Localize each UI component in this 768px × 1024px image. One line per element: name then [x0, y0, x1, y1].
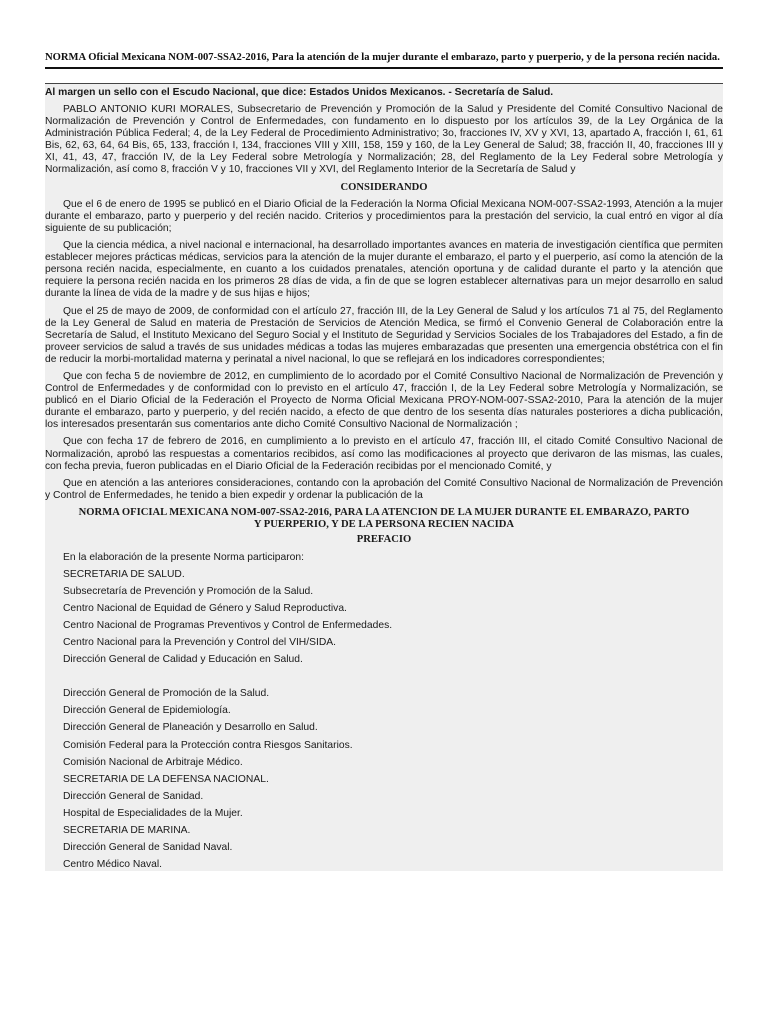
participants-intro: En la elaboración de la presente Norma participaron:	[63, 551, 304, 563]
list-item: SECRETARIA DE LA DEFENSA NACIONAL.	[63, 773, 269, 785]
list-item: Centro Nacional de Programas Preventivos y Control de Enfermedades.	[63, 619, 393, 631]
considerando-paragraph: Que en atención a las anteriores consideraciones, contando con la aprobación del Comité Consultivo Nacional de Normalización de Prevención y Control de Enfermedades, he tenido a bien expedir y ordenar la publicación de la	[45, 477, 723, 501]
participants-list	[45, 552, 723, 872]
considerando-paragraph: Que con fecha 17 de febrero de 2016, en cumplimiento a lo previsto en el artículo 47, fracción III, el citado Comité Consultivo Nacional de Normalización, aprobó las respuestas a comentarios recibidos, así como las modificaciones al proyecto que derivaron de las mismas, las cuales, con fecha previa, fueron publicadas en el Diario Oficial de la Federación recibidas por el mencionado Comité, y	[45, 436, 723, 472]
prefacio-heading: PREFACIO	[356, 534, 412, 546]
considerando-paragraph: Que el 25 de mayo de 2009, de conformidad con el artículo 27, fracción III, de la Ley General de Salud y los artículos 71 al 75, del Reglamento de la Ley General de Salud en materia de Prestación de Servicios de Atención Medica, se firmó el Convenio General de Colaboración entre la Secretaría de Salud, el Instituto Mexicano del Seguro Social y el Instituto de Seguridad y Servicios Sociales de los Trabajadores del Estado, a fin de proveer servicios de salud a través de sus unidades médicas a todas las mujeres embarazadas que presenten una emergencia obstétrica con el fin de reducir la morbi-mortalidad materna y perinatal a nivel nacional, lo que se reflejará en los indicadores correspondientes;	[45, 305, 723, 365]
list-item: Dirección General de Epidemiología.	[63, 705, 231, 717]
list-item: Centro Médico Naval.	[63, 859, 163, 871]
list-item: Dirección General de Promoción de la Salud.	[63, 688, 270, 700]
list-item: SECRETARIA DE MARINA.	[63, 825, 191, 837]
list-gap	[63, 671, 723, 683]
intro-paragraph: PABLO ANTONIO KURI MORALES, Subsecretario de Prevención y Promoción de la Salud y Presidente del Comité Consultivo Nacional de Normalización de Prevención y Control de Enfermedades, con fundamento en lo dispuesto por los artículos 39, de la Ley Orgánica de la Administración Pública Federal; 4, de la Ley Federal de Procedimiento Administrativo; 3o, fracciones IV, XV y XVI, 13, apartado A, fracción I, 61, 61 Bis, 62, 63, 64, 64 Bis, 65, 133, fracción I, 134, fracciones VIII y XIII, 158, 159 y 160, de la Ley General de Salud; 38, fracción II, 40, fracciones III y XI, 41, 43, 47, fracción IV, de la Ley Federal sobre Metrología y Normalización; 28, del Reglamento de la Ley Federal sobre Metrología y Normalización, así como 8, fracción V y 10, fracciones VII y XVI, del Reglamento Interior de la Secretaría de Salud y	[45, 104, 723, 176]
document-body	[45, 84, 723, 871]
list-item: Centro Nacional de Equidad de Género y Salud Reproductiva.	[63, 602, 347, 614]
considerando-paragraph: Que la ciencia médica, a nivel nacional e internacional, ha desarrollado importantes avances en materia de investigación científica que permiten establecer mejores prácticas médicas, servicios para la atención de la mujer durante el embarazo, el parto y el puerperio, así como la atención de la persona recién nacida, especialmente, en cuanto a los cuidados prenatales, atención oportuna y de calidad durante el parto y la atención que requiere la persona recién nacida en los primeros 28 días de vida, a fin de que se logren establecer alternativas para un mejor desarrollo en salud durante la línea de vida de la madre y de sus hijas e hijos;	[45, 240, 723, 300]
considerando-heading: CONSIDERANDO	[340, 181, 428, 193]
considerando-paragraph: Que el 6 de enero de 1995 se publicó en el Diario Oficial de la Federación la Norma Oficial Mexicana NOM-007-SSA2-1993, Atención a la mujer durante el embarazo, parto y puerperio y del recién nacido. Criterios y procedimientos para la prestación del servicio, la cual entró en vigor al día siguiente de su publicación;	[45, 198, 723, 234]
list-item: Dirección General de Sanidad Naval.	[63, 842, 233, 854]
list-item: Hospital de Especialidades de la Mujer.	[63, 807, 243, 819]
list-item: Comisión Federal para la Protección contra Riesgos Sanitarios.	[63, 739, 353, 751]
considerando-paragraph: Que con fecha 5 de noviembre de 2012, en cumplimiento de lo acordado por el Comité Consultivo Nacional de Normalización de Prevención y Control de Enfermedades y de conformidad con lo previsto en el artículo 47, fracción I, de la Ley Federal sobre Metrología y Normalización, se publicó en el Diario Oficial de la Federación el Proyecto de Norma Oficial Mexicana PROY-NOM-007-SSA2-2010, Para la atención de la mujer durante el embarazo, parto y puerperio, y del recién nacido, a efecto de que dentro de los sesenta días naturales posteriores a dicha publicación, los interesados presentarán sus comentarios ante dicho Comité Consultivo Nacional de Normalización ;	[45, 370, 723, 431]
list-item: Centro Nacional para la Prevención y Control del VIH/SIDA.	[63, 637, 336, 648]
list-item: Dirección General de Sanidad.	[63, 790, 204, 802]
seal-line: Al margen un sello con el Escudo Nacional, que dice: Estados Unidos Mexicanos. - Secretaría de Salud.	[45, 87, 554, 98]
list-item: Dirección General de Planeación y Desarrollo en Salud.	[63, 722, 318, 734]
list-item: Dirección General de Calidad y Educación en Salud.	[63, 654, 303, 666]
title-divider	[45, 69, 723, 84]
norm-heading: NORMA OFICIAL MEXICANA NOM-007-SSA2-2016, PARA LA ATENCION DE LA MUJER DURANTE EL EMBARAZO, PARTO Y PUERPERIO, Y DE LA PERSONA RECIEN NACIDA	[78, 506, 690, 531]
list-item: Comisión Nacional de Arbitraje Médico.	[63, 756, 243, 768]
document-page	[45, 52, 723, 876]
document-title: NORMA Oficial Mexicana NOM-007-SSA2-2016, Para la atención de la mujer durante el embarazo, parto y puerperio, y de la persona recién nacida.	[45, 52, 723, 69]
list-item: SECRETARIA DE SALUD.	[63, 568, 185, 580]
list-item: Subsecretaría de Prevención y Promoción de la Salud.	[63, 585, 314, 597]
